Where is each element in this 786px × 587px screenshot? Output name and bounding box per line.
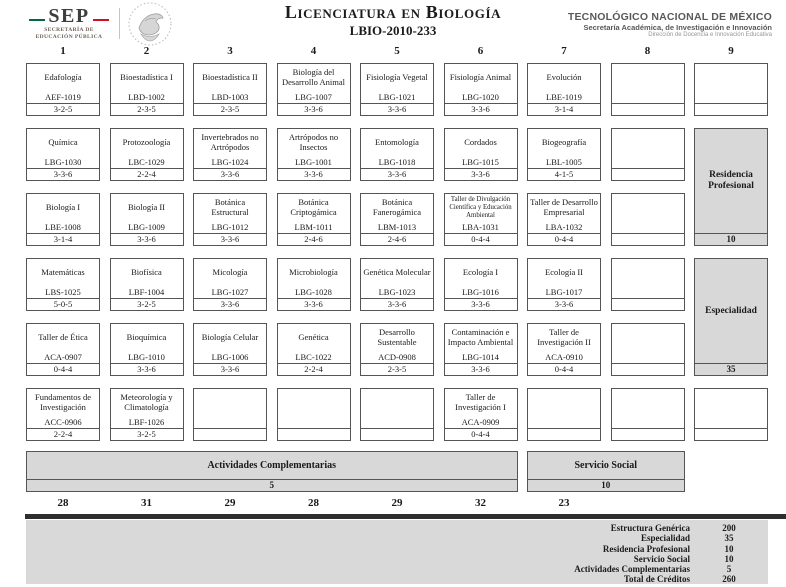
course-credits: 2-4-6 bbox=[361, 233, 433, 245]
course-credits: 3-3-6 bbox=[361, 103, 433, 115]
course-code: LBA-1031 bbox=[462, 222, 499, 232]
course-credits: 2-2-4 bbox=[278, 363, 350, 375]
logo-divider bbox=[119, 8, 120, 39]
course-box bbox=[110, 258, 184, 311]
course-name: Botánica Criptogámica bbox=[290, 197, 337, 217]
semester-number: 4 bbox=[310, 45, 317, 57]
empty-course-box bbox=[694, 388, 768, 441]
course-code: LBG-1010 bbox=[128, 352, 165, 362]
course-credits: 3-3-6 bbox=[194, 363, 266, 375]
empty-course-name bbox=[612, 389, 684, 428]
course-credits: 3-3-6 bbox=[27, 168, 99, 180]
course-credits: 3-1-4 bbox=[528, 103, 600, 115]
sep-red-bar-icon bbox=[93, 19, 109, 21]
activity-bars-row bbox=[26, 451, 768, 492]
tecnm-division: Dirección de Docencia e Innovación Educativa bbox=[648, 32, 772, 38]
course-name: Química bbox=[48, 137, 78, 148]
bottom-panel bbox=[26, 520, 768, 584]
summary-label: Total de Créditos bbox=[623, 574, 690, 585]
course-box bbox=[193, 193, 267, 246]
course-name: Meteorología y Climatología bbox=[120, 392, 173, 412]
empty-course-box bbox=[193, 388, 267, 441]
empty-course-box bbox=[694, 63, 768, 116]
curriculum-grid bbox=[26, 63, 768, 441]
empty-course-credits bbox=[612, 233, 684, 245]
course-code: ACA-0910 bbox=[545, 352, 583, 362]
semester-credit-total: 28 bbox=[57, 497, 69, 509]
empty-course-name bbox=[695, 64, 767, 103]
course-box bbox=[527, 258, 601, 311]
summary-value: 10 bbox=[724, 543, 734, 554]
course-credits: 0-4-4 bbox=[27, 363, 99, 375]
course-name: Entomología bbox=[375, 137, 419, 148]
course-credits: 3-1-4 bbox=[27, 233, 99, 245]
course-name: Bioestadística II bbox=[202, 72, 258, 83]
course-credits: 2-2-4 bbox=[27, 428, 99, 440]
course-name: Matemáticas bbox=[41, 267, 85, 278]
course-code: LBG-1023 bbox=[378, 287, 416, 297]
course-credits: 3-3-6 bbox=[278, 298, 350, 310]
course-credits: 3-3-6 bbox=[528, 298, 600, 310]
summary-label: Actividades Complementarias bbox=[574, 564, 690, 575]
course-code: LBG-1017 bbox=[545, 287, 583, 297]
program-block-label: Residencia Profesional bbox=[708, 170, 754, 191]
empty-course-box bbox=[527, 388, 601, 441]
course-name: Taller de Desarrollo Empresarial bbox=[530, 197, 598, 217]
course-credits: 2-3-5 bbox=[361, 363, 433, 375]
course-code: LBS-1025 bbox=[45, 287, 81, 297]
course-name: Artrópodos no Insectos bbox=[288, 132, 339, 152]
empty-course-credits bbox=[194, 428, 266, 440]
course-box bbox=[360, 128, 434, 181]
course-box bbox=[444, 258, 518, 311]
empty-course-credits bbox=[612, 103, 684, 115]
course-credits: 3-3-6 bbox=[194, 298, 266, 310]
empty-course-credits bbox=[528, 428, 600, 440]
course-name: Botánica Fanerogámica bbox=[372, 197, 422, 217]
empty-course-credits bbox=[361, 428, 433, 440]
course-credits: 3-2-5 bbox=[111, 298, 183, 310]
program-code: LBIO-2010-233 bbox=[349, 23, 437, 38]
course-box bbox=[360, 323, 434, 376]
semester-credit-total: 28 bbox=[308, 497, 319, 509]
course-code: ACD-0908 bbox=[378, 352, 416, 362]
empty-course-box bbox=[611, 128, 685, 181]
course-code: LBG-1014 bbox=[462, 352, 499, 362]
course-box bbox=[193, 258, 267, 311]
empty-course-box bbox=[611, 258, 685, 311]
course-name: Genética bbox=[298, 332, 329, 343]
course-code: LBD-1003 bbox=[211, 92, 249, 102]
course-box bbox=[26, 193, 100, 246]
course-box bbox=[277, 63, 351, 116]
course-credits: 0-4-4 bbox=[528, 363, 600, 375]
course-code: LBL-1005 bbox=[546, 157, 582, 167]
semester-number: 7 bbox=[561, 45, 567, 57]
course-name: Taller de Investigación I bbox=[455, 392, 506, 412]
semester-number: 3 bbox=[227, 45, 233, 57]
credit-summary-table bbox=[574, 523, 758, 585]
empty-course-name bbox=[528, 389, 600, 428]
empty-course-credits bbox=[695, 103, 767, 115]
course-credits: 3-2-5 bbox=[111, 428, 183, 440]
course-name: Botánica Estructural bbox=[211, 197, 249, 217]
course-name: Fisiología Vegetal bbox=[366, 72, 428, 83]
course-box bbox=[277, 128, 351, 181]
course-code: LBG-1027 bbox=[211, 287, 249, 297]
course-credits: 2-2-4 bbox=[111, 168, 183, 180]
course-name: Edafología bbox=[44, 72, 82, 83]
semester-credit-total: 29 bbox=[391, 497, 403, 509]
program-block bbox=[694, 258, 768, 376]
course-name: Protozoología bbox=[122, 137, 171, 148]
course-credits: 0-4-4 bbox=[445, 428, 517, 440]
separator-bar bbox=[25, 514, 786, 519]
course-box bbox=[26, 63, 100, 116]
course-name: Biología del Desarrollo Animal bbox=[281, 67, 346, 87]
course-code: LBG-1020 bbox=[462, 92, 499, 102]
course-name: Micología bbox=[212, 267, 248, 278]
course-box bbox=[193, 128, 267, 181]
course-code: LBG-1018 bbox=[378, 157, 416, 167]
page-title: Licenciatura en Biología bbox=[284, 2, 502, 22]
course-box bbox=[193, 63, 267, 116]
empty-course-name bbox=[278, 389, 350, 428]
summary-value: 35 bbox=[724, 533, 734, 544]
course-box bbox=[193, 323, 267, 376]
course-box bbox=[26, 388, 100, 441]
course-box bbox=[110, 193, 184, 246]
program-block-credits: 35 bbox=[695, 363, 767, 375]
course-box bbox=[277, 323, 351, 376]
empty-course-name bbox=[695, 389, 767, 428]
activity-bar-credits: 5 bbox=[26, 480, 518, 492]
empty-course-name bbox=[612, 129, 684, 168]
semester-totals-row bbox=[26, 497, 768, 510]
course-name: Biofísica bbox=[131, 267, 162, 278]
course-box bbox=[110, 128, 184, 181]
course-name: Desarrollo Sustentable bbox=[377, 327, 417, 347]
summary-label: Residencia Profesional bbox=[602, 543, 690, 554]
course-name: Biogeografía bbox=[541, 137, 587, 148]
empty-course-name bbox=[612, 324, 684, 363]
course-name: Ecología I bbox=[462, 267, 499, 278]
course-credits: 3-3-6 bbox=[278, 103, 350, 115]
course-credits: 3-3-6 bbox=[445, 168, 517, 180]
course-credits: 3-3-6 bbox=[194, 168, 266, 180]
semester-credit-total: 31 bbox=[141, 497, 152, 509]
course-code: LBM-1011 bbox=[294, 222, 333, 232]
program-block-label: Especialidad bbox=[705, 305, 757, 316]
course-code: ACA-0907 bbox=[44, 352, 82, 362]
course-code: LBG-1006 bbox=[211, 352, 249, 362]
course-code: LBG-1024 bbox=[211, 157, 249, 167]
course-code: LBF-1026 bbox=[128, 417, 165, 427]
empty-course-box bbox=[611, 388, 685, 441]
course-name: Invertebrados no Artrópodos bbox=[201, 132, 259, 152]
title-block bbox=[213, 2, 573, 39]
summary-label: Estructura Genérica bbox=[610, 523, 690, 533]
course-box bbox=[444, 388, 518, 441]
course-credits: 2-3-5 bbox=[194, 103, 266, 115]
empty-course-box bbox=[277, 388, 351, 441]
course-name: Biología I bbox=[45, 202, 81, 213]
sep-caption-line2: EDUCACIÓN PÚBLICA bbox=[35, 34, 103, 41]
course-credits: 2-3-5 bbox=[111, 103, 183, 115]
page-header bbox=[0, 0, 786, 44]
course-name: Cordados bbox=[464, 137, 497, 148]
empty-course-credits bbox=[612, 363, 684, 375]
course-credits: 3-3-6 bbox=[361, 168, 433, 180]
course-name: Taller de Ética bbox=[38, 332, 88, 343]
tecnm-logo-block bbox=[568, 11, 772, 39]
course-code: LBG-1016 bbox=[462, 287, 499, 297]
course-credits: 3-3-6 bbox=[361, 298, 433, 310]
course-code: LBM-1013 bbox=[377, 222, 417, 232]
course-box bbox=[26, 258, 100, 311]
empty-course-name bbox=[612, 194, 684, 233]
course-box bbox=[444, 63, 518, 116]
course-code: LBG-1021 bbox=[378, 92, 416, 102]
course-box bbox=[26, 323, 100, 376]
course-code: LBG-1012 bbox=[211, 222, 249, 232]
course-name: Taller de Divulgación Científica y Educación Ambiental bbox=[449, 196, 512, 219]
course-box bbox=[360, 193, 434, 246]
course-name: Bioquímica bbox=[126, 332, 167, 343]
program-block bbox=[694, 128, 768, 246]
course-box bbox=[26, 128, 100, 181]
semester-number: 5 bbox=[394, 45, 400, 57]
summary-value: 200 bbox=[722, 523, 736, 533]
semester-number: 9 bbox=[728, 45, 734, 57]
course-name: Evolución bbox=[546, 72, 582, 83]
program-block-credits: 10 bbox=[695, 233, 767, 245]
course-name: Biología Celular bbox=[201, 332, 259, 343]
course-box bbox=[444, 193, 518, 246]
course-name: Ecología II bbox=[545, 267, 583, 278]
course-name: Fundamentos de Investigación bbox=[35, 392, 91, 412]
course-credits: 3-3-6 bbox=[111, 363, 183, 375]
course-box bbox=[527, 63, 601, 116]
summary-label: Servicio Social bbox=[633, 553, 690, 564]
course-box bbox=[110, 63, 184, 116]
course-name: Taller de Investigación II bbox=[537, 327, 591, 347]
course-credits: 3-2-5 bbox=[27, 103, 99, 115]
sep-acronym: SEP bbox=[48, 5, 90, 27]
course-credits: 0-4-4 bbox=[445, 233, 517, 245]
course-credits: 5-0-5 bbox=[27, 298, 99, 310]
course-code: LBG-1015 bbox=[462, 157, 499, 167]
summary-value: 5 bbox=[726, 564, 732, 575]
summary-value: 10 bbox=[724, 553, 734, 564]
course-credits: 3-3-6 bbox=[278, 168, 350, 180]
course-box bbox=[444, 323, 518, 376]
activity-bar-label: Actividades Complementarias bbox=[26, 451, 518, 480]
summary-value: 260 bbox=[722, 574, 736, 585]
course-code: LBG-1030 bbox=[44, 157, 82, 167]
course-code: LBE-1008 bbox=[45, 222, 81, 232]
course-credits: 4-1-5 bbox=[528, 168, 600, 180]
empty-course-name bbox=[612, 259, 684, 298]
activity-bar bbox=[26, 451, 518, 492]
course-credits: 3-3-6 bbox=[445, 298, 517, 310]
activity-bar-credits: 10 bbox=[527, 480, 685, 492]
course-credits: 3-3-6 bbox=[445, 103, 517, 115]
course-code: LBC-1029 bbox=[128, 157, 165, 167]
semester-credit-total: 23 bbox=[558, 497, 570, 509]
course-code: LBF-1004 bbox=[128, 287, 165, 297]
empty-course-box bbox=[611, 193, 685, 246]
semester-credit-total: 32 bbox=[475, 497, 486, 509]
empty-course-name bbox=[194, 389, 266, 428]
course-code: LBE-1019 bbox=[546, 92, 582, 102]
mexico-eagle-emblem-icon bbox=[127, 1, 173, 52]
course-code: ACA-0909 bbox=[461, 417, 500, 427]
empty-course-name bbox=[612, 64, 684, 103]
summary-label: Especialidad bbox=[640, 533, 690, 544]
course-box bbox=[110, 323, 184, 376]
course-credits: 3-3-6 bbox=[194, 233, 266, 245]
course-code: LBG-1028 bbox=[295, 287, 332, 297]
empty-course-box bbox=[611, 63, 685, 116]
course-credits: 3-3-6 bbox=[445, 363, 517, 375]
course-box bbox=[277, 258, 351, 311]
course-name: Contaminación e Impacto Ambiental bbox=[447, 327, 514, 347]
sep-logo bbox=[24, 6, 114, 41]
semester-number: 6 bbox=[477, 45, 484, 57]
sep-green-bar-icon bbox=[29, 19, 45, 21]
course-code: AEF-1019 bbox=[45, 92, 81, 102]
empty-course-credits bbox=[612, 428, 684, 440]
course-code: LBG-1007 bbox=[295, 92, 332, 102]
empty-course-credits bbox=[695, 428, 767, 440]
course-credits: 2-4-6 bbox=[278, 233, 350, 245]
course-box bbox=[277, 193, 351, 246]
course-box bbox=[360, 258, 434, 311]
course-code: ACC-0906 bbox=[44, 417, 82, 427]
empty-course-credits bbox=[278, 428, 350, 440]
course-box bbox=[527, 323, 601, 376]
empty-course-credits bbox=[612, 168, 684, 180]
sep-caption-line1: SECRETARÍA DE bbox=[44, 27, 94, 33]
course-code: LBG-1001 bbox=[295, 157, 332, 167]
course-box bbox=[527, 128, 601, 181]
course-box bbox=[360, 63, 434, 116]
course-name: Genética Molecular bbox=[363, 267, 431, 278]
activity-bar-label: Servicio Social bbox=[527, 451, 685, 480]
course-code: LBA-1032 bbox=[545, 222, 583, 232]
empty-course-box bbox=[360, 388, 434, 441]
course-name: Bioestadística I bbox=[120, 72, 173, 83]
course-code: LBC-1022 bbox=[295, 352, 332, 362]
empty-course-box bbox=[611, 323, 685, 376]
course-code: LBD-1002 bbox=[128, 92, 165, 102]
course-box bbox=[527, 193, 601, 246]
empty-course-name bbox=[361, 389, 433, 428]
course-box bbox=[444, 128, 518, 181]
tecnm-name: TECNOLÓGICO NACIONAL DE MÉXICO bbox=[567, 11, 772, 23]
course-name: Microbiología bbox=[289, 267, 338, 278]
semester-number: 2 bbox=[143, 45, 150, 57]
course-name: Fisiología Animal bbox=[449, 72, 512, 83]
course-box bbox=[110, 388, 184, 441]
course-code: LBG-1009 bbox=[128, 222, 165, 232]
semester-number: 8 bbox=[644, 45, 651, 57]
semester-number: 1 bbox=[60, 45, 66, 57]
activity-bar bbox=[527, 451, 685, 492]
course-credits: 0-4-4 bbox=[528, 233, 600, 245]
tecnm-department: Secretaría Académica, de Investigación e Innovación bbox=[583, 23, 772, 32]
semester-credit-total: 29 bbox=[224, 497, 236, 509]
course-name: Biología II bbox=[127, 202, 166, 213]
empty-course-credits bbox=[612, 298, 684, 310]
course-credits: 3-3-6 bbox=[111, 233, 183, 245]
